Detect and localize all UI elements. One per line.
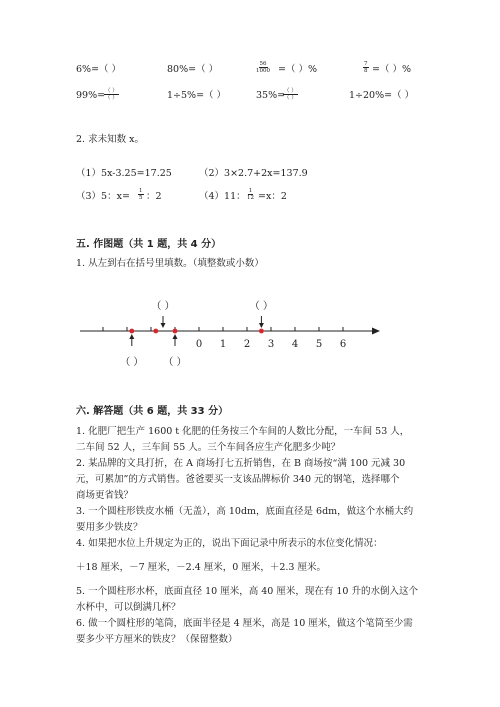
problem-3-line-1: 3. 一个圆柱形铁皮水桶（无盖），高 10dm，底面直径是 6dm，做这个水桶大约	[76, 506, 414, 517]
fraction-numerator: 56	[259, 61, 267, 67]
fraction-denominator: 12	[247, 195, 254, 201]
tick-label: 2	[243, 339, 251, 350]
blank-fraction-35	[283, 88, 298, 101]
answer-blank: （ ）	[151, 301, 175, 312]
problem-2	[76, 456, 456, 504]
water-level-values: ＋18 厘米，－7 厘米，－2.4 厘米，0 厘米，＋2.3 厘米。	[76, 562, 326, 573]
problem-1-line-2: 二车间 52 人，三车间 55 人。三个车间各应生产化肥多少吨？	[76, 442, 341, 453]
down-arrow-head	[161, 323, 166, 328]
fraction-1-12	[247, 188, 254, 201]
problem-5	[76, 584, 456, 616]
fraction-numerator: （ ）	[105, 88, 118, 94]
fraction-numerator: （ ）	[284, 88, 297, 94]
problem-4	[76, 536, 456, 552]
problem-2-line-3: 商场更省钱？	[76, 490, 134, 501]
up-arrow-head	[173, 334, 178, 339]
red-point	[173, 329, 178, 334]
problem-3-line-2: 要用多少铁皮？	[76, 522, 143, 533]
up-arrow-head	[129, 334, 134, 339]
conv-99-percent: 99%=	[76, 90, 106, 101]
section-6-heading: 六. 解答题（共 6 题，共 33 分）	[76, 406, 229, 417]
tick-label: 6	[339, 339, 347, 350]
problem-1-line-1: 1. 化肥厂把生产 1600 t 化肥的任务按三个车间的人数比分配，一车间 53 人，	[76, 426, 410, 437]
conv-35-percent: 35%=	[256, 90, 286, 101]
problem-5-line-1: 5. 一个圆柱形水杯，底面直径 10 厘米，高 40 厘米，现在有 10 升的水倒入这个	[76, 586, 418, 597]
problem-6-line-1: 6. 做一个圆柱形的笔筒，底面半径是 4 厘米，高是 10 厘米，做这个笔筒至少需	[76, 618, 413, 629]
equation-4: （4）11：	[199, 191, 246, 202]
tick-label: 4	[291, 339, 299, 350]
conv-1-div-5-percent: 1÷5%=（ ）	[167, 90, 227, 101]
equation-3-rest: ：2	[146, 191, 162, 202]
section-5-heading: 五. 作图题（共 1 题，共 4 分）	[76, 239, 222, 250]
problem-4-line-1: 4. 如果把水位上升规定为正的，说出下面记录中所表示的水位变化情况：	[76, 538, 383, 549]
fraction-numerator: 7	[364, 61, 368, 67]
equation-3: （3）5：x=	[76, 191, 130, 202]
equation-1: （1）5x-3.25=17.25	[76, 168, 172, 179]
tick-label: 0	[195, 339, 203, 350]
problem-5-line-2: 水杯中，可以倒满几杯？	[76, 602, 181, 613]
fraction-numerator: 1	[248, 188, 253, 194]
problem-4-values	[76, 560, 456, 576]
fraction-1-5	[138, 188, 144, 201]
equation-2: （2）3×2.7+2x=137.9	[199, 168, 308, 179]
fraction-numerator: 1	[139, 188, 143, 194]
problem-1	[76, 424, 456, 456]
conv-6-percent: 6%=（ ）	[76, 64, 122, 75]
fraction-denominator: 5	[139, 195, 143, 201]
red-point	[129, 329, 134, 334]
fraction-56-1000	[256, 61, 270, 74]
fraction-denominator: （ ）	[105, 95, 118, 101]
red-point	[259, 329, 264, 334]
problem-3	[76, 504, 456, 536]
fraction-denominator: 1000	[256, 68, 270, 74]
tick-label: 3	[267, 339, 275, 350]
section-5-question-1: 1. 从左到右在括号里填数。（填整数或小数）	[76, 258, 264, 269]
down-arrow-head	[259, 323, 264, 328]
answer-blank: （ ）	[120, 357, 144, 368]
fraction-denominator: 8	[364, 68, 368, 74]
red-point	[153, 329, 158, 334]
answer-blank: （ ）	[163, 357, 187, 368]
problem-6-line-2: 要多少平方厘米的铁皮？（保留整数）	[76, 634, 238, 645]
number-line-arrowhead	[372, 328, 380, 335]
problem-2-line-1: 2. 某品牌的文具打折，在 A 商场打七五折销售，在 B 商场按“满 100 元减 30	[76, 458, 406, 469]
equation-4-rest: =x：2	[258, 191, 287, 202]
blank-fraction-99	[104, 88, 119, 101]
fraction-denominator: （ ）	[284, 95, 297, 101]
conv-fraction-percent-c: =（ ）%	[278, 64, 318, 75]
answer-blank: （ ）	[249, 301, 273, 312]
problem-2-line-2: 元，可累加”的方式销售。爸爸要买一支该品牌标价 340 元的钢笔，选择哪个	[76, 474, 400, 485]
number-line	[0, 297, 500, 377]
conv-80-percent: 80%=（ ）	[167, 64, 219, 75]
tick-label: 1	[219, 339, 227, 350]
question-2-title: 2. 求未知数 x。	[76, 134, 144, 145]
conv-1-div-20-percent: 1÷20%=（ ）	[349, 90, 415, 101]
conv-fraction-percent-d: =（ ）%	[372, 64, 412, 75]
tick-label: 5	[315, 339, 323, 350]
fraction-7-8	[363, 61, 369, 74]
problem-6	[76, 616, 456, 648]
